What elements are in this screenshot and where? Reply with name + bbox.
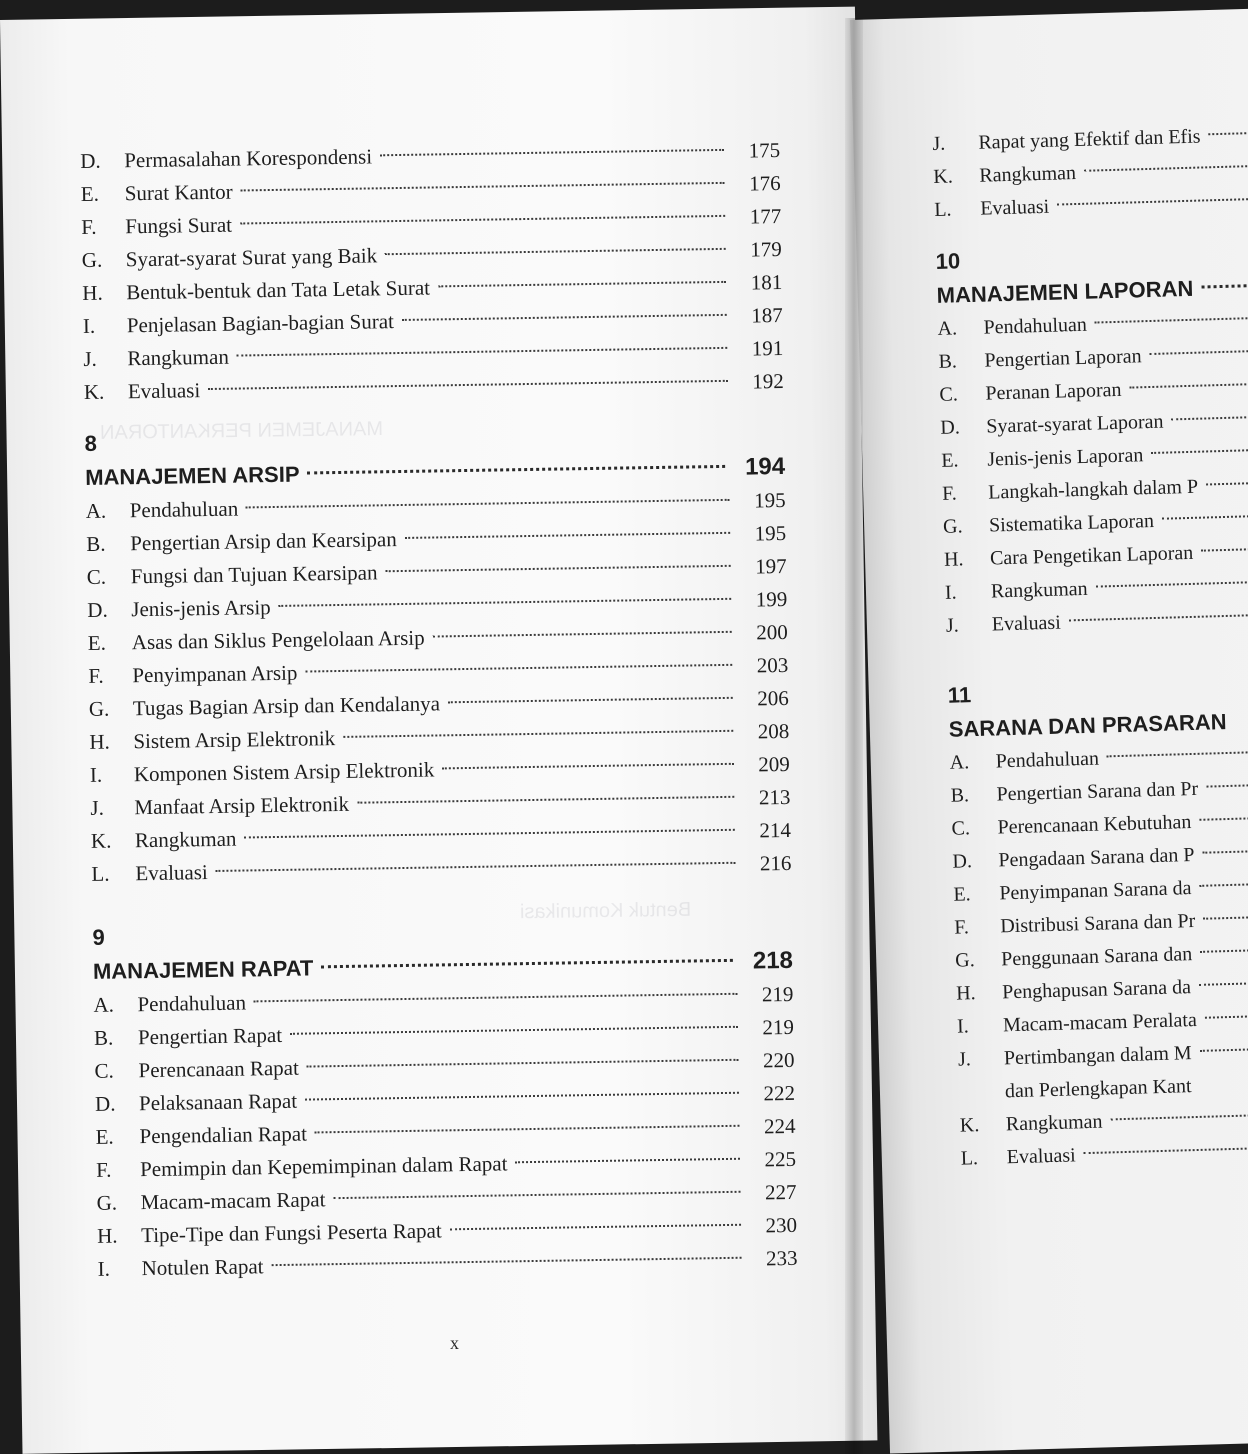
entry-page-number: 233 — [765, 1245, 798, 1271]
entry-title: Pendahuluan — [983, 313, 1088, 339]
entry-letter: C. — [951, 817, 971, 840]
entry-page-number: 197 — [755, 553, 787, 579]
leader-dots — [1084, 164, 1248, 172]
entry-letter: K. — [933, 165, 954, 188]
entry-title: Permasalahan Korespondensi — [124, 144, 373, 173]
entry-title: Sistem Arsip Elektronik — [133, 726, 336, 754]
entry-letter: J. — [932, 132, 946, 155]
entry-title: Penjelasan Bagian-bagian Surat — [126, 309, 395, 338]
entry-letter: E. — [87, 630, 107, 655]
leader-dots — [305, 1092, 739, 1101]
entry-letter: F. — [954, 916, 970, 939]
entry-letter: H. — [96, 1223, 118, 1248]
entry-page-number: 192 — [752, 368, 784, 394]
chapter9-continued-entries — [932, 117, 1248, 227]
leader-dots — [385, 248, 726, 255]
book-gutter — [845, 18, 863, 1454]
entry-page-number: 181 — [750, 269, 783, 295]
entry-title: Syarat-syarat Surat yang Baik — [125, 243, 378, 272]
chapter10-entries — [937, 302, 1248, 642]
entry-letter: J. — [945, 614, 960, 637]
entry-letter: A. — [85, 498, 107, 523]
chapter-page-number: 218 — [752, 946, 794, 975]
leader-dots — [402, 314, 727, 321]
entry-letter: I. — [82, 313, 96, 338]
entry-title: Macam-macam Rapat — [140, 1187, 326, 1215]
leader-dots — [307, 465, 725, 475]
entry-title: Syarat-syarat Laporan — [986, 410, 1164, 438]
entry-title: Macam-macam Peralata — [1002, 1008, 1198, 1037]
entry-title: Perencanaan Rapat — [138, 1055, 300, 1083]
entry-title: Fungsi Surat — [125, 212, 233, 239]
entry-letter: E. — [95, 1124, 114, 1149]
entry-letter: A. — [949, 751, 970, 774]
chapter-title: MANAJEMEN ARSIP — [85, 461, 300, 490]
entry-letter: G. — [954, 949, 976, 972]
entry-title: Peranan Laporan — [985, 378, 1122, 405]
entry-letter: K. — [90, 828, 112, 853]
leader-dots — [244, 829, 734, 839]
entry-page-number: 187 — [751, 302, 783, 328]
entry-title: Penyimpanan Sarana da — [999, 877, 1192, 905]
entry-letter: D. — [940, 416, 961, 439]
leader-dots — [1107, 749, 1248, 757]
entry-title: Rangkuman — [127, 344, 230, 371]
entry-letter: G. — [88, 696, 110, 721]
entry-letter: H. — [955, 982, 976, 1005]
entry-letter: H. — [89, 729, 110, 754]
entry-page-number: 230 — [765, 1212, 798, 1238]
entry-letter: D. — [94, 1091, 116, 1116]
entry-letter: L. — [960, 1147, 979, 1170]
entry-title: Pemimpin dan Kepemimpinan dalam Rapat — [139, 1151, 508, 1182]
entry-letter: E. — [80, 181, 100, 206]
entry-title: Evaluasi — [979, 195, 1050, 220]
entry-letter: G. — [81, 247, 103, 272]
leader-dots — [515, 1158, 740, 1164]
entry-letter: C. — [94, 1058, 114, 1083]
entry-page-number: 199 — [755, 586, 788, 612]
leader-dots — [1199, 815, 1248, 820]
leader-dots — [1162, 514, 1248, 520]
leader-dots — [1200, 947, 1248, 952]
entry-page-number: 203 — [756, 652, 789, 678]
entry-page-number: 176 — [748, 171, 781, 196]
leader-dots — [1171, 415, 1248, 421]
leader-dots — [1200, 1046, 1248, 1052]
entry-page-number: 219 — [762, 1014, 795, 1040]
entry-letter: L. — [933, 198, 952, 221]
entry-title: Rangkuman — [990, 577, 1088, 603]
chapter-title: SARANA DAN PRASARAN — [948, 709, 1227, 742]
leader-dots — [1201, 547, 1248, 552]
leader-dots — [1129, 382, 1248, 389]
entry-letter: B. — [938, 350, 958, 373]
leader-dots — [448, 697, 733, 703]
entry-page-number: 222 — [763, 1080, 796, 1106]
entry-page-number: 206 — [757, 685, 789, 711]
entry-letter: I. — [89, 762, 103, 787]
entry-title: Pendahuluan — [129, 496, 239, 523]
leader-dots — [241, 182, 725, 192]
entry-letter: D. — [952, 850, 973, 873]
entry-letter: I. — [97, 1256, 111, 1281]
entry-letter: J. — [83, 346, 97, 371]
leader-dots — [1206, 481, 1248, 486]
entry-letter: C. — [86, 564, 107, 589]
entry-title: Pendahuluan — [995, 747, 1100, 773]
entry-title: Komponen Sistem Arsip Elektronik — [133, 757, 435, 787]
entry-page-number: 220 — [762, 1047, 795, 1073]
leader-dots — [1150, 349, 1248, 355]
entry-letter: F. — [88, 663, 104, 688]
leader-dots — [1201, 283, 1248, 289]
chapter7-entries — [80, 134, 784, 409]
leader-dots — [1057, 197, 1248, 206]
entry-title: Tugas Bagian Arsip dan Kendalanya — [132, 691, 441, 721]
leader-dots — [380, 149, 724, 156]
entry-page-number: 177 — [749, 203, 782, 229]
entry-title: Pertimbangan dalam M — [1003, 1042, 1192, 1070]
entry-title: Fungsi dan Tujuan Kearsipan — [130, 560, 378, 589]
entry-letter: I. — [956, 1015, 970, 1038]
entry-letter: K. — [83, 379, 105, 404]
leader-dots — [321, 959, 733, 968]
chapter-title: MANAJEMEN LAPORAN — [936, 275, 1194, 308]
entry-letter: A. — [937, 317, 958, 340]
entry-page-number: 191 — [751, 335, 784, 361]
leader-dots — [1199, 881, 1248, 886]
entry-title: Manfaat Arsip Elektronik — [134, 791, 350, 820]
entry-page-number: 225 — [764, 1146, 797, 1172]
entry-title: Distribusi Sarana dan Pr — [1000, 909, 1196, 938]
leader-dots — [1084, 1145, 1248, 1154]
entry-page-number: 214 — [759, 817, 792, 843]
show-through-text: MANAJEMEN PERKANTORAN — [99, 418, 384, 444]
leader-dots — [305, 664, 732, 673]
entry-letter: E. — [953, 883, 971, 906]
entry-title: Rapat yang Efektif dan Efis — [978, 125, 1201, 154]
chapter-number: 8 — [84, 430, 98, 456]
entry-title: Notulen Rapat — [141, 1254, 264, 1281]
entry-letter: A. — [93, 992, 115, 1017]
entry-letter: E. — [940, 449, 959, 472]
chapter-number: 11 — [947, 682, 972, 708]
leader-dots — [333, 1191, 740, 1199]
entry-letter: H. — [943, 548, 964, 571]
entry-page-number: 175 — [748, 138, 781, 163]
leader-dots — [1069, 612, 1248, 621]
entry-title: Rangkuman — [979, 162, 1077, 187]
entry-title: Cara Pengetikan Laporan — [989, 541, 1194, 570]
entry-letter: F. — [941, 482, 958, 505]
entry-letter: B. — [86, 531, 106, 556]
entry-title: Pengertian Arsip dan Kearsipan — [130, 527, 397, 556]
entry-page-number: 195 — [754, 520, 787, 546]
entry-title: Pengertian Laporan — [984, 345, 1142, 372]
leader-dots — [1095, 579, 1248, 587]
leader-dots — [1095, 316, 1248, 324]
entry-title: Evaluasi — [135, 860, 208, 886]
entry-title: Pengendalian Rapat — [139, 1121, 308, 1149]
entry-page-number: 219 — [761, 981, 794, 1007]
entry-title-continuation: dan Perlengkapan Kant — [1004, 1075, 1192, 1103]
entry-title: Bentuk-bentuk dan Tata Letak Surat — [126, 275, 431, 305]
entry-title: Asas dan Siklus Pengelolaan Arsip — [131, 625, 425, 655]
entry-letter: B. — [950, 784, 970, 807]
entry-page-number: 209 — [758, 751, 790, 777]
entry-letter: C. — [939, 383, 959, 406]
entry-letter: J. — [957, 1048, 972, 1071]
entry-letter: H. — [82, 280, 103, 305]
chapter-number: 10 — [935, 248, 961, 274]
entry-title: Pengertian Sarana dan Pr — [996, 777, 1199, 806]
entry-title: Rangkuman — [1005, 1110, 1103, 1136]
leader-dots — [405, 532, 730, 539]
chapter-title: MANAJEMEN RAPAT — [92, 955, 314, 984]
entry-letter: B. — [93, 1025, 114, 1050]
leader-dots — [1199, 980, 1248, 986]
entry-page-number: 179 — [750, 236, 782, 262]
leader-dots — [343, 730, 733, 738]
entry-title: Pengertian Rapat — [137, 1022, 283, 1050]
entry-title: Surat Kantor — [124, 179, 233, 206]
show-through-text: Bentuk Komunikasi — [519, 898, 692, 924]
leader-dots — [1206, 782, 1248, 787]
chapter9-entries — [93, 978, 798, 1286]
table-of-contents-right — [932, 117, 1248, 1175]
leader-dots — [1202, 848, 1248, 853]
entry-letter: I. — [944, 581, 957, 604]
entry-page-number: 200 — [756, 619, 788, 645]
entry-letter: J. — [90, 795, 105, 820]
entry-title: Tipe-Tipe dan Fungsi Peserta Rapat — [140, 1218, 442, 1248]
leader-dots — [315, 1125, 740, 1134]
leader-dots — [254, 993, 737, 1003]
leader-dots — [1208, 131, 1248, 136]
entry-title: Pelaksanaan Rapat — [138, 1088, 298, 1116]
entry-letter: F. — [81, 214, 97, 239]
entry-title: Pendahuluan — [137, 990, 247, 1017]
leader-dots — [1151, 448, 1248, 454]
entry-title: Rangkuman — [134, 826, 237, 853]
leader-dots — [450, 1224, 741, 1231]
leader-dots — [279, 598, 732, 607]
entry-page-number: 216 — [759, 850, 792, 876]
entry-title: Jenis-jenis Arsip — [131, 595, 271, 622]
leader-dots — [438, 281, 726, 288]
entry-letter: D. — [87, 597, 108, 622]
leader-dots — [307, 1059, 739, 1068]
entry-title: Jenis-jenis Laporan — [986, 444, 1144, 471]
entry-page-number: 227 — [764, 1179, 797, 1205]
leader-dots — [442, 763, 734, 770]
chapter8-entries — [85, 484, 791, 891]
entry-title: Perencanaan Kebutuhan — [997, 811, 1192, 839]
leader-dots — [1205, 1013, 1248, 1018]
leader-dots — [240, 215, 725, 225]
entry-title: Evaluasi — [991, 611, 1062, 636]
entry-page-number: 195 — [753, 487, 786, 513]
leader-dots — [208, 380, 728, 390]
entry-title: Evaluasi — [127, 378, 201, 404]
chapter-number: 9 — [92, 924, 105, 950]
page-folio: x — [450, 1333, 459, 1353]
entry-letter: F. — [95, 1157, 112, 1182]
leader-dots — [385, 565, 730, 572]
entry-title: Penggunaan Sarana dan — [1000, 943, 1193, 971]
entry-page-number: 213 — [758, 784, 791, 810]
chapter11-entries — [949, 736, 1248, 1175]
entry-title: Penyimpanan Arsip — [132, 660, 298, 688]
entry-title: Pengadaan Sarana dan P — [998, 843, 1195, 872]
table-of-contents-left — [80, 134, 798, 1286]
entry-letter: D. — [80, 148, 101, 173]
entry-letter: L. — [91, 861, 110, 886]
leader-dots — [290, 1026, 738, 1035]
entry-page-number: 224 — [763, 1113, 796, 1139]
chapter-page-number: 194 — [744, 452, 786, 481]
leader-dots — [237, 347, 727, 357]
leader-dots — [216, 862, 736, 872]
entry-title: Langkah-langkah dalam P — [987, 475, 1199, 504]
entry-page-number: 208 — [757, 718, 790, 744]
entry-title: Sistematika Laporan — [988, 509, 1155, 537]
leader-dots — [357, 796, 734, 804]
leader-dots — [271, 1257, 741, 1266]
entry-title: Evaluasi — [1006, 1144, 1076, 1169]
leader-dots — [433, 631, 732, 638]
leader-dots — [1203, 914, 1248, 919]
entry-letter: K. — [959, 1114, 980, 1137]
entry-letter: G. — [96, 1190, 118, 1215]
entry-letter: G. — [942, 515, 963, 538]
leader-dots — [1110, 1112, 1248, 1120]
entry-title: Penghapusan Sarana da — [1001, 976, 1192, 1004]
leader-dots — [246, 499, 729, 509]
